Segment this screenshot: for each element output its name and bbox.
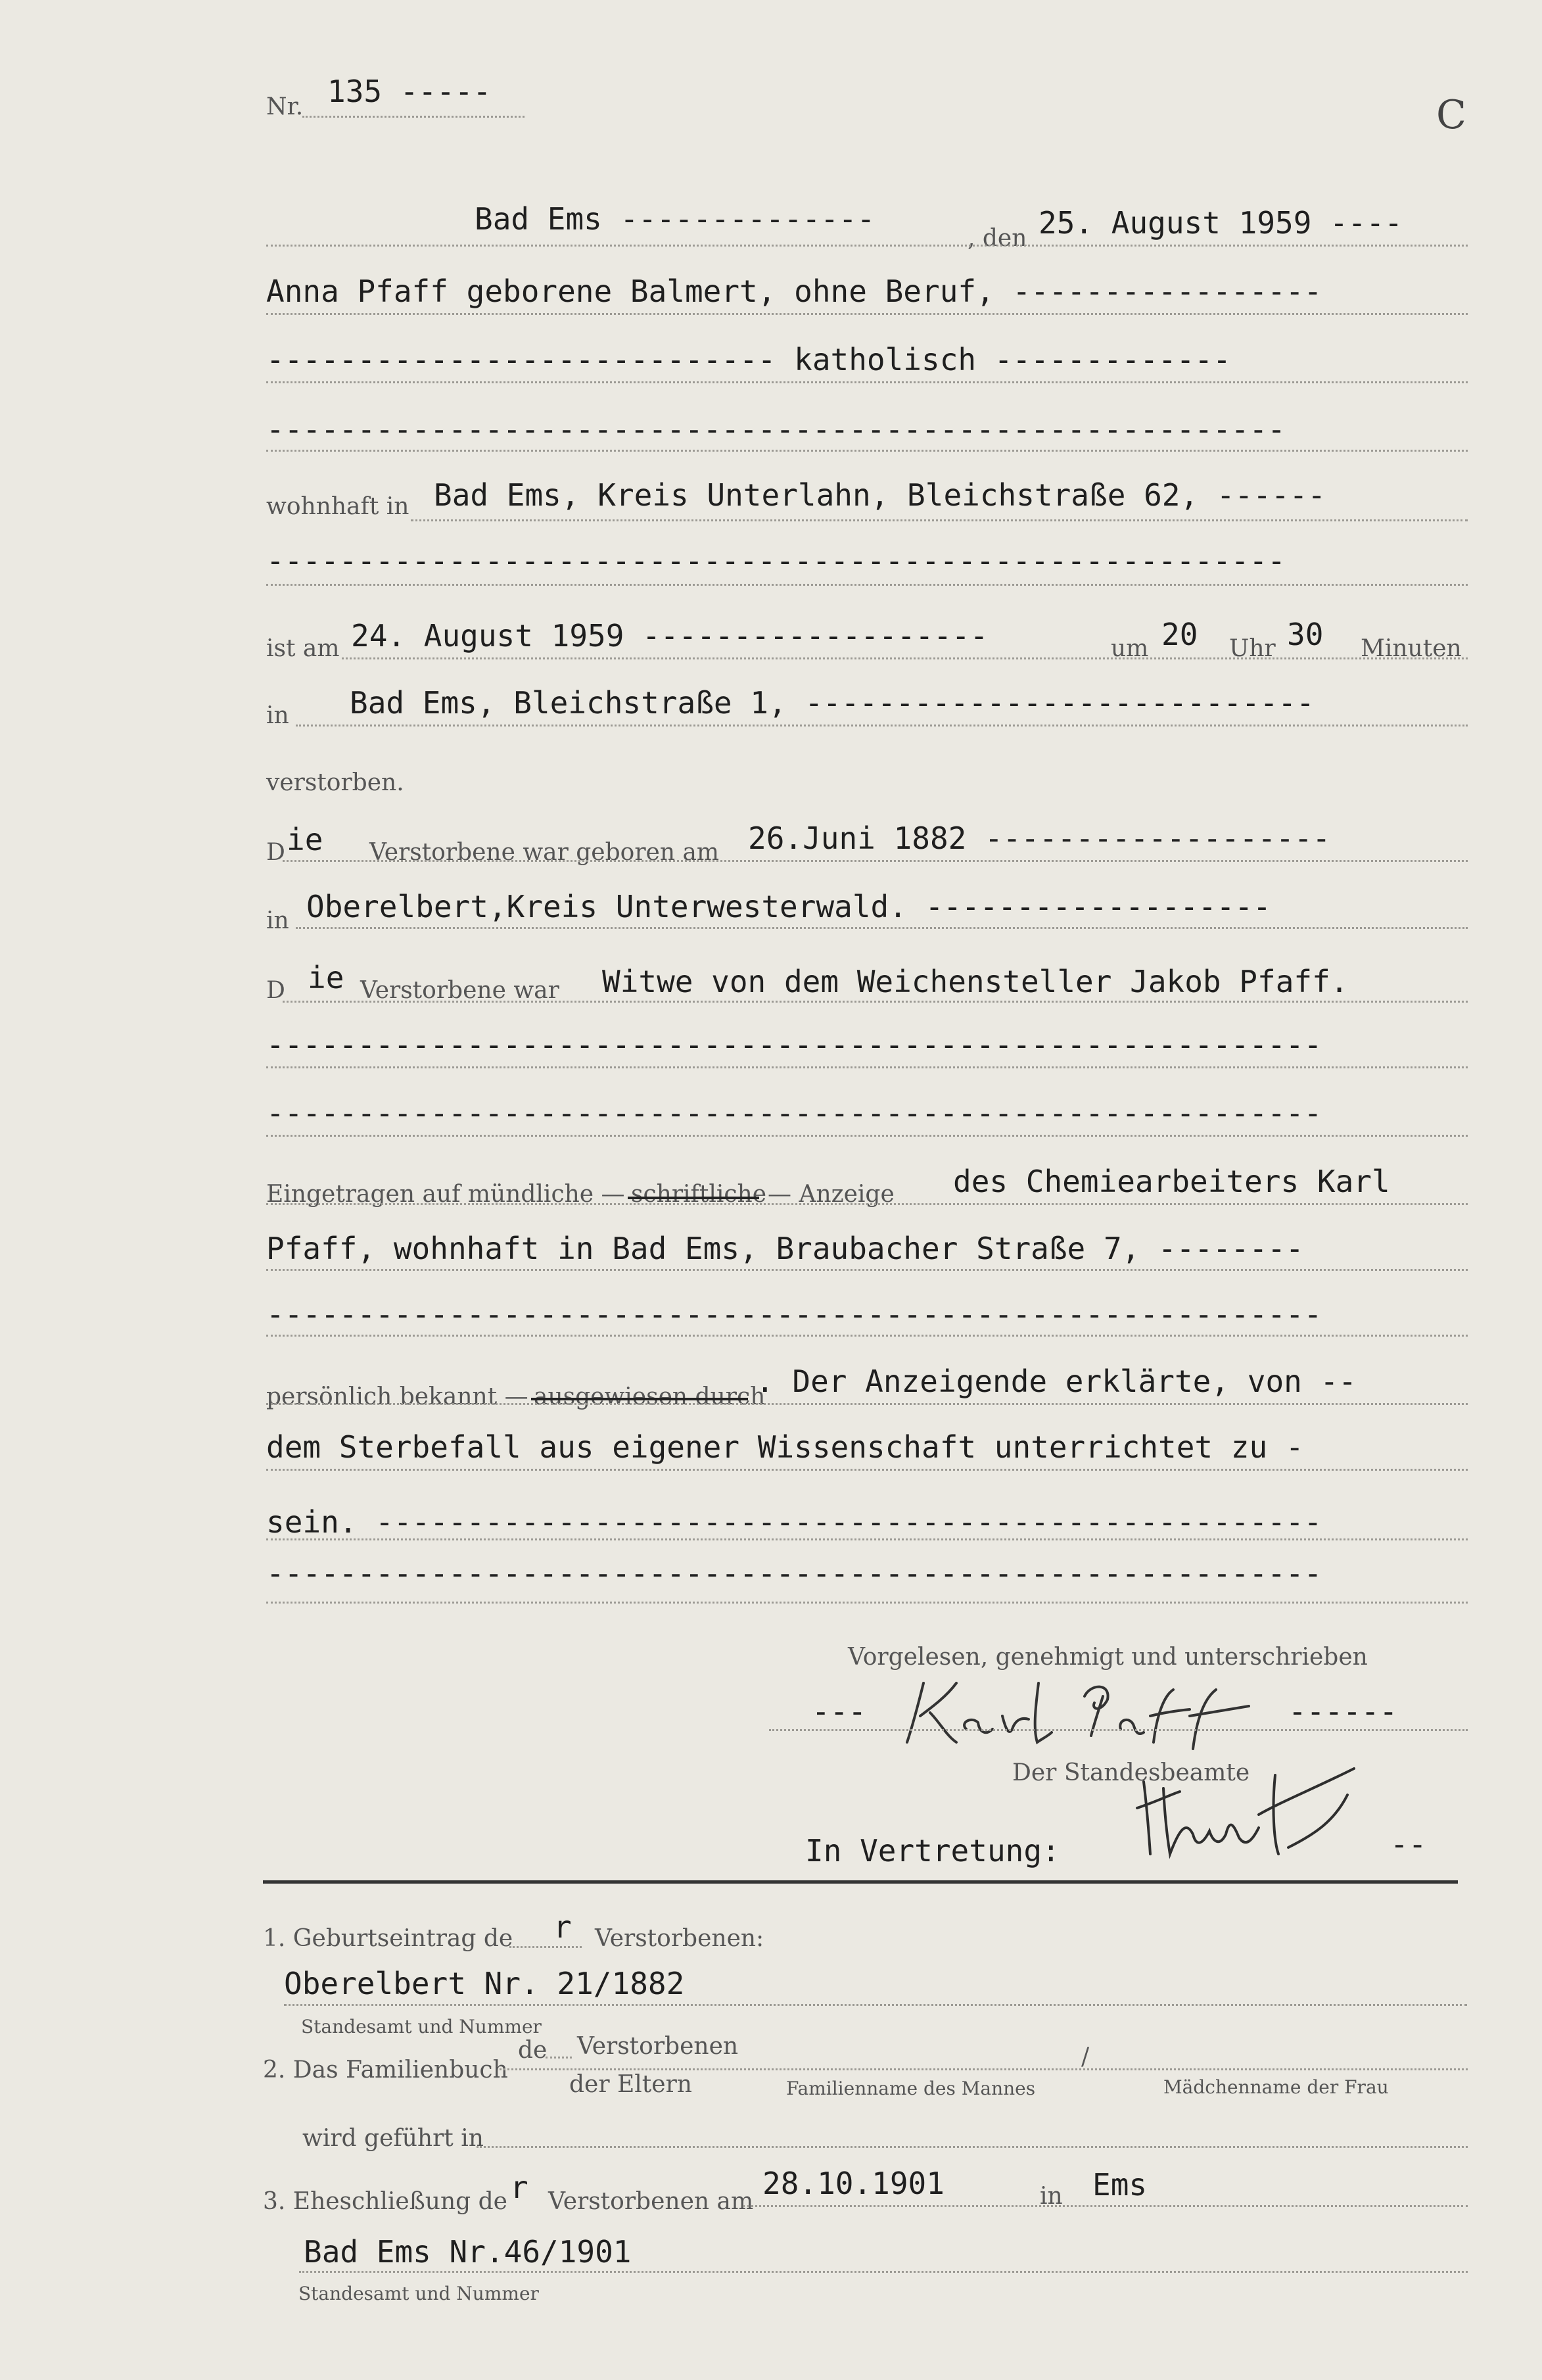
status-d-prefix: D [266,977,285,1004]
registrar-signature [1117,1755,1393,1874]
rule-line [342,657,1468,659]
rule-line [296,725,1468,726]
rule-line [477,2146,1468,2148]
rule-line [283,860,1468,862]
nr-value: 135 ----- [327,74,492,109]
iv-dash: -- [1390,1826,1427,1862]
status-label: Verstorbene war [360,977,559,1004]
report-line-5: dem Sterbefall aus eigener Wissenschaft unterrichtet zu - [266,1429,1304,1465]
report-label-a: Eingetragen auf mündliche — [266,1181,625,1208]
rule-line [266,381,1468,383]
note-3-place: Ems [1092,2167,1148,2202]
rule-line [266,1135,1468,1137]
status-line-2: ---------------------------------------------------------- [266,1027,1322,1062]
rule-line [500,2068,1468,2070]
rule-line [266,1602,1468,1604]
corner-letter: C [1436,92,1466,138]
residence-line-1: Bad Ems, Kreis Unterlahn, Bleichstraße 62, ------ [434,477,1326,513]
rule-line [299,2271,1468,2273]
person-line-3: -------------------------------------------------------- [266,412,1286,447]
in-vertretung: In Vertretung: [805,1833,1060,1868]
standesamt-1: Standesamt und Nummer [301,2016,542,2037]
rule-line [743,2205,1468,2207]
note-2-eltern: der Eltern [569,2071,692,2098]
maedchenname-frau: Mädchenname der Frau [1163,2076,1389,2098]
rule-line [266,1066,1468,1068]
residence-line-2: -------------------------------------------------------- [266,543,1286,579]
status-value: Witwe von dem Weichensteller Jakob Pfaff. [602,964,1349,999]
birth-d-suffix: ie [287,822,323,857]
verstorben-label: verstorben. [266,769,404,796]
report-label-b: — Anzeige [768,1181,895,1208]
den-label: , den [968,225,1027,252]
bekannt-struck: ausgewiesen durch [534,1383,766,1410]
note-1-label: 1. Geburtseintrag de [263,1925,513,1952]
strike-line [531,1398,748,1400]
report-line-1: des Chemiearbeiters Karl [953,1164,1390,1199]
ist-am-label: ist am [266,635,340,662]
birth-date: 26.Juni 1882 ------------------- [748,821,1331,856]
note-3-fill: r [510,2170,528,2205]
report-line-4: . Der Anzeigende erklärte, von -- [756,1364,1357,1399]
note-3-value: Bad Ems Nr.46/1901 [304,2234,632,2270]
person-line-2: ---------------------------- katholisch ------------- [266,342,1231,377]
place-date-line [266,245,1468,247]
birth-place: Oberelbert,Kreis Unterwesterwald. ------------------- [306,889,1271,924]
rule-line [296,927,1468,929]
report-label-struck: schriftliche [631,1181,767,1208]
note-1-suffix: Verstorbenen: [595,1925,764,1952]
rule-line [266,1469,1468,1471]
note-2-de: de [518,2037,548,2064]
standesamt-3: Standesamt und Nummer [298,2283,539,2304]
report-line-6: sein. ---------------------------------------------------- [266,1504,1322,1540]
rule-line [283,1001,1468,1003]
birth-d-prefix: D [266,839,285,866]
note-2-slash: / [1081,2043,1090,2070]
rule-line [284,2004,1467,2006]
note-3-suffix: Verstorbenen am [548,2188,754,2215]
sign-dash-right: ------ [1288,1694,1398,1729]
report-line-2: Pfaff, wohnhaft in Bad Ems, Braubacher Straße 7, -------- [266,1231,1304,1266]
rule-line [266,1269,1468,1271]
note-3-label: 3. Eheschließung de [263,2188,507,2215]
minuten-label: Minuten [1361,635,1462,662]
read-label: Vorgelesen, genehmigt und unterschrieben [848,1644,1368,1671]
registrar-label: Der Standesbeamte [1012,1759,1250,1786]
rule-line [266,313,1468,315]
note-2-verstorbenen: Verstorbenen [577,2033,739,2060]
bekannt-label: persönlich bekannt — [266,1383,528,1410]
place-value: Bad Ems -------------- [475,201,876,237]
declarant-signature [894,1670,1262,1755]
note-1-fill: r [553,1909,572,1945]
strike-line [628,1197,759,1199]
report-line-3: ---------------------------------------------------------- [266,1297,1322,1332]
fill-line [546,2057,572,2059]
rule-line [266,1203,1468,1205]
familienname-mann: Familienname des Mannes [786,2078,1036,2099]
rule-line [266,1335,1468,1337]
gefuehrt-label: wird geführt in [302,2125,484,2152]
wohnhaft-label: wohnhaft in [266,493,409,520]
report-line-7: ---------------------------------------------------------- [266,1556,1322,1591]
note-3-date: 28.10.1901 [762,2166,945,2201]
note-3-in: in [1040,2183,1063,2210]
rule-line [266,1538,1468,1540]
nr-line [302,116,525,118]
rule-line [266,584,1468,586]
death-place: Bad Ems, Bleichstraße 1, ---------------------------- [350,685,1315,721]
uhr-label: Uhr [1229,635,1276,662]
death-hour: 20 [1161,617,1198,652]
in-label: in [266,702,289,729]
status-line-3: ---------------------------------------------------------- [266,1095,1322,1131]
section-divider [263,1880,1458,1884]
note-1-value: Oberelbert Nr. 21/1882 [284,1966,685,2001]
birth-label: Verstorbene war geboren am [369,839,720,866]
nr-label: Nr. [266,93,304,120]
status-d-suffix: ie [308,960,344,995]
death-minute: 30 [1287,617,1324,652]
signature-line [769,1729,1468,1731]
person-line-1: Anna Pfaff geborene Balmert, ohne Beruf, ----------------- [266,274,1322,309]
rule-line [266,450,1468,452]
fill-line [509,1946,582,1948]
rule-line [266,1403,1468,1405]
note-2-label: 2. Das Familienbuch [263,2057,508,2083]
birth-in-label: in [266,907,289,934]
um-label: um [1111,635,1149,662]
date-value: 25. August 1959 ---- [1039,205,1403,241]
rule-line [411,519,1468,521]
death-date: 24. August 1959 ------------------- [351,618,989,654]
sign-dash-left: --- [812,1694,867,1729]
